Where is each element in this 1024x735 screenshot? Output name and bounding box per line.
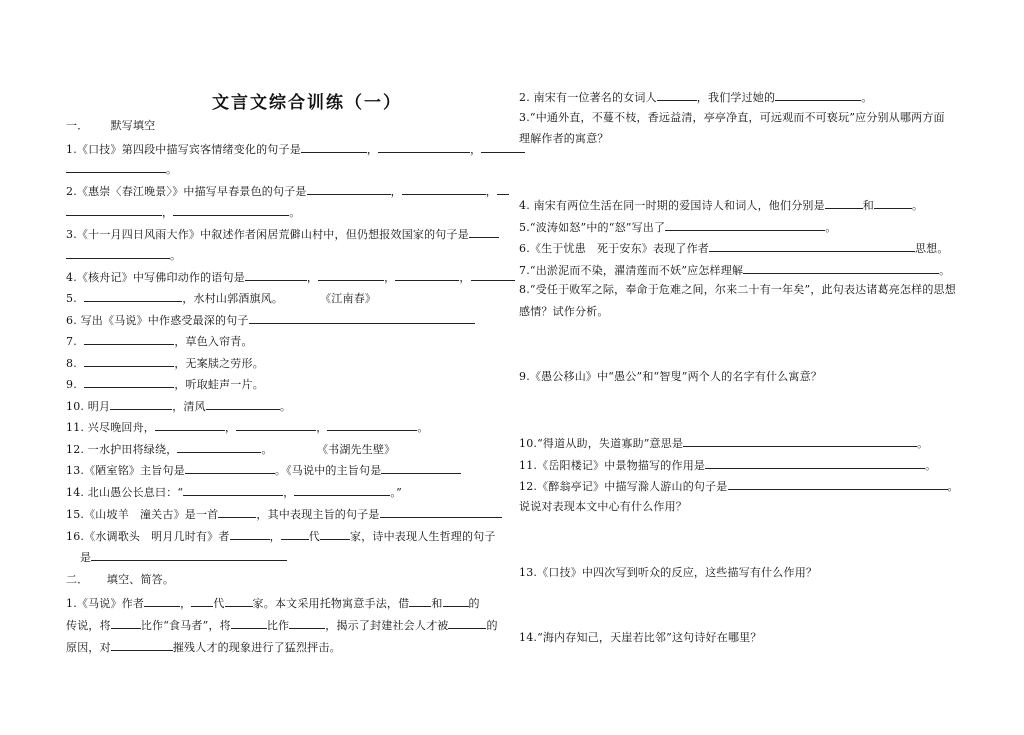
question-6 bbox=[66, 312, 475, 328]
question-5-source: 《江南春》 bbox=[320, 292, 377, 305]
right-question-9: 9.《愚公移山》中“愚公”和“智叟”两个人的名字有什么寓意？ bbox=[519, 370, 822, 383]
r12-end: 。 bbox=[947, 480, 959, 493]
answer-blank[interactable] bbox=[320, 528, 350, 540]
right-question-12 bbox=[519, 478, 959, 494]
right-question-4 bbox=[519, 197, 923, 213]
s2q1-text-d: 比作“食马者”，将 bbox=[140, 619, 231, 632]
question-14: 14. 北山愚公长息曰：“ ， 。” bbox=[66, 486, 402, 499]
question-8-number: 8. bbox=[66, 357, 77, 370]
question-3-text: 3.《十一月四日风雨大作》中叙述作者闲居荒僻山村中，但仍想报效国家的句子是 bbox=[66, 228, 469, 241]
question-15-text: 15.《山坡羊 潼关古》是一首 bbox=[66, 508, 219, 521]
r5-text: 5.“波涛如怒”中的“怒”写出了 bbox=[519, 221, 666, 234]
answer-blank[interactable] bbox=[378, 141, 470, 153]
answer-blank[interactable] bbox=[245, 269, 307, 281]
answer-blank[interactable] bbox=[395, 269, 459, 281]
answer-blank[interactable] bbox=[380, 506, 502, 518]
s2q1-sep: ， bbox=[180, 597, 192, 610]
question-11: 11. 兴尽晚回舟， ， ， 。 bbox=[66, 421, 429, 434]
answer-blank[interactable] bbox=[231, 617, 267, 629]
question-4: 4.《核舟记》中写佛印动作的语句是 ， ， ， bbox=[66, 269, 515, 285]
question-3 bbox=[66, 226, 499, 242]
answer-blank[interactable] bbox=[144, 595, 180, 607]
section-2-question-1-line-3 bbox=[66, 639, 341, 655]
answer-blank[interactable] bbox=[381, 462, 461, 474]
right-question-8-cont: 感情？试作分析。 bbox=[519, 305, 609, 318]
answer-blank[interactable] bbox=[183, 484, 283, 496]
answer-blank[interactable] bbox=[111, 617, 141, 629]
answer-blank[interactable] bbox=[225, 595, 253, 607]
question-2: 2.《惠崇〈春江晚景〉》中描写早春景色的句子是 ， ， bbox=[66, 183, 509, 199]
answer-blank[interactable] bbox=[294, 484, 390, 496]
question-16-text-b: 家，诗中表现人生哲理的句子 bbox=[350, 530, 496, 543]
question-2-cont: ， 。 bbox=[66, 204, 300, 220]
answer-blank[interactable] bbox=[709, 240, 915, 252]
answer-blank[interactable] bbox=[206, 398, 280, 410]
s2q1-of-2: 的 bbox=[486, 619, 498, 632]
s2q1-text-c: 传说，将 bbox=[66, 619, 111, 632]
answer-blank[interactable] bbox=[66, 247, 170, 259]
answer-blank[interactable] bbox=[111, 639, 173, 651]
answer-blank[interactable] bbox=[301, 141, 367, 153]
question-7-number: 7. bbox=[66, 335, 77, 348]
question-10 bbox=[66, 398, 291, 414]
s2q1-dynasty: 代 bbox=[213, 597, 225, 610]
s2q1-text-g: 原因，对 bbox=[66, 641, 111, 654]
s2q1-text-f: ，揭示了封建社会人才被 bbox=[325, 619, 449, 632]
answer-blank[interactable] bbox=[218, 506, 256, 518]
answer-blank[interactable] bbox=[281, 528, 309, 540]
r7-text: 7.“出淤泥而不染，濯清莲而不妖”应怎样理解 bbox=[519, 264, 744, 277]
answer-blank[interactable] bbox=[497, 183, 509, 195]
section-2-question-1-line-2 bbox=[66, 617, 498, 633]
answer-blank[interactable] bbox=[657, 89, 697, 101]
r2-text-b: ，我们学过她的 bbox=[696, 91, 776, 104]
r4-end: 。 bbox=[912, 199, 924, 212]
question-4-text: 4.《核舟记》中写佛印动作的语句是 bbox=[66, 271, 245, 284]
answer-blank[interactable] bbox=[66, 161, 166, 173]
s2q1-text: 1.《马说》作者 bbox=[66, 597, 145, 610]
right-question-13: 13.《口技》中四次写到听众的反应，这些描写有什么作用？ bbox=[519, 566, 818, 579]
answer-blank[interactable] bbox=[743, 262, 939, 274]
answer-blank[interactable] bbox=[289, 617, 325, 629]
question-16 bbox=[66, 528, 496, 544]
answer-blank[interactable] bbox=[471, 269, 515, 281]
answer-blank[interactable] bbox=[84, 355, 174, 367]
question-16-cont bbox=[80, 549, 287, 565]
right-question-10 bbox=[519, 435, 928, 451]
answer-blank[interactable] bbox=[874, 197, 912, 209]
r2-end: 。 bbox=[861, 91, 873, 104]
answer-blank[interactable] bbox=[155, 419, 225, 431]
r6-end: 思想。 bbox=[914, 242, 949, 255]
right-question-2 bbox=[519, 89, 872, 105]
s2q1-text-e: 比作 bbox=[266, 619, 290, 632]
question-9 bbox=[66, 376, 264, 392]
question-12-end: 。 bbox=[261, 443, 273, 456]
question-10-text-b: ，清风 bbox=[172, 400, 206, 413]
question-12-text: 12. 一水护田将绿绕， bbox=[66, 443, 178, 456]
question-1: 1.《口技》第四段中描写宾客情绪变化的句子是 ， ， bbox=[66, 141, 525, 157]
answer-blank[interactable] bbox=[327, 419, 417, 431]
answer-blank[interactable] bbox=[230, 528, 270, 540]
question-16-text-c: 是 bbox=[80, 551, 92, 564]
answer-blank[interactable] bbox=[173, 204, 289, 216]
question-7 bbox=[66, 333, 253, 349]
r4-and: 和 bbox=[862, 199, 874, 212]
question-9-number: 9. bbox=[66, 378, 77, 391]
question-9-text: ，听取蛙声一片。 bbox=[174, 378, 264, 391]
answer-blank[interactable] bbox=[443, 595, 469, 607]
question-10-text: 10. 明月 bbox=[66, 400, 111, 413]
question-2-text: 2.《惠崇〈春江晚景〉》中描写早春景色的句子是 bbox=[66, 185, 307, 198]
answer-blank[interactable] bbox=[84, 290, 182, 302]
section-1-heading: 一． 默写填空 bbox=[66, 119, 156, 132]
page-title: 文言文综合训练（一） bbox=[212, 93, 402, 113]
r12-text: 12.《醉翁亭记》中描写滁人游山的句子是 bbox=[519, 480, 728, 493]
answer-blank[interactable] bbox=[249, 312, 475, 324]
question-15 bbox=[66, 506, 502, 522]
answer-blank[interactable] bbox=[66, 204, 162, 216]
question-10-end: 。 bbox=[279, 400, 292, 413]
answer-blank[interactable] bbox=[191, 595, 213, 607]
answer-blank[interactable] bbox=[84, 333, 174, 345]
r10-text: 10.“得道从助，失道寡助”意思是 bbox=[519, 437, 684, 450]
answer-blank[interactable] bbox=[469, 226, 499, 238]
right-question-5 bbox=[519, 219, 836, 235]
question-1-text: 1.《口技》第四段中描写宾客情绪变化的句子是 bbox=[66, 143, 301, 156]
answer-blank[interactable] bbox=[91, 549, 287, 561]
r6-text: 6.《生于忧患 死于安东》表现了作者 bbox=[519, 242, 709, 255]
answer-blank[interactable] bbox=[318, 269, 384, 281]
answer-blank[interactable] bbox=[84, 376, 174, 388]
right-question-7 bbox=[519, 262, 950, 278]
r5-end: 。 bbox=[825, 221, 837, 234]
answer-blank[interactable] bbox=[110, 398, 172, 410]
question-5-number: 5. bbox=[66, 292, 77, 305]
answer-blank[interactable] bbox=[409, 595, 431, 607]
right-question-6 bbox=[519, 240, 949, 256]
s2q1-text-b: 家。本文采用托物寓意手法，借 bbox=[252, 597, 410, 610]
answer-blank[interactable] bbox=[825, 197, 863, 209]
right-question-12-cont: 说说对表现本文中心有什么作用？ bbox=[519, 500, 687, 513]
answer-blank[interactable] bbox=[665, 219, 825, 231]
question-3-cont: 。 bbox=[66, 247, 181, 263]
answer-blank[interactable] bbox=[185, 462, 275, 474]
question-14-text: 14. 北山愚公长息曰：“ bbox=[66, 486, 184, 499]
question-16-text: 16.《水调歌头 明月几时有》者 bbox=[66, 530, 230, 543]
r7-end: 。 bbox=[939, 264, 951, 277]
section-2-question-1 bbox=[66, 595, 480, 611]
question-6-text: 6. 写出《马说》中作惑受最深的句子 bbox=[66, 314, 249, 327]
question-8 bbox=[66, 355, 264, 371]
s2q1-of: 的 bbox=[468, 597, 480, 610]
r4-text: 4. 南宋有两位生活在同一时期的爱国诗人和词人，他们分别是 bbox=[519, 199, 825, 212]
question-15-text-b: ，其中表现主旨的句子是 bbox=[256, 508, 380, 521]
answer-blank[interactable] bbox=[775, 89, 861, 101]
right-question-14: 14.“海内存知己，天崖若比邻”这句诗好在哪里？ bbox=[519, 631, 762, 644]
question-16-dynasty: 代 bbox=[308, 530, 320, 543]
answer-blank[interactable] bbox=[683, 435, 917, 447]
right-question-11 bbox=[519, 457, 936, 473]
r10-end: 。 bbox=[917, 437, 929, 450]
right-question-3-cont: 理解作者的寓意？ bbox=[519, 132, 609, 145]
answer-blank[interactable] bbox=[177, 441, 261, 453]
section-2-heading: 二． 填空、简答。 bbox=[66, 573, 175, 586]
question-13-text-b: 。《马说中的主旨句是 bbox=[274, 464, 382, 477]
answer-blank[interactable] bbox=[448, 617, 486, 629]
r11-text: 11.《岳阳楼记》中景物描写的作用是 bbox=[519, 459, 706, 472]
answer-blank[interactable] bbox=[236, 419, 316, 431]
question-12 bbox=[66, 441, 395, 457]
question-14-end: 。” bbox=[390, 486, 402, 499]
question-11-text: 11. 兴尽晚回舟， bbox=[66, 421, 155, 434]
r11-end: 。 bbox=[925, 459, 937, 472]
question-13-text: 13.《陋室铭》主旨句是 bbox=[66, 464, 185, 477]
question-1-cont: 。 bbox=[66, 161, 177, 177]
s2q1-text-h: 摧残人才的现象进行了猛烈抨击。 bbox=[172, 641, 341, 654]
question-7-text: ，草色入帘青。 bbox=[174, 335, 253, 348]
right-question-8: 8.“受任于败军之际，奉命于危难之间，尔来二十有一年矣”，此句表达诸葛亮怎样的思想 bbox=[519, 283, 956, 296]
question-16-sep: ， bbox=[269, 530, 281, 543]
r2-text: 2. 南宋有一位著名的女词人 bbox=[519, 91, 657, 104]
question-5 bbox=[66, 290, 376, 306]
right-question-3: 3.“中通外直，不蔓不枝，香远益清，亭亭净直，可远观而不可亵玩”应分别从哪两方面 bbox=[519, 111, 945, 124]
question-13 bbox=[66, 462, 461, 478]
answer-blank[interactable] bbox=[307, 183, 391, 195]
question-5-text: ，水村山郭酒旗风。 bbox=[182, 292, 284, 305]
answer-blank[interactable] bbox=[402, 183, 486, 195]
answer-blank[interactable] bbox=[705, 457, 925, 469]
question-12-source: 《书湖先生壁》 bbox=[316, 443, 396, 456]
answer-blank[interactable] bbox=[728, 478, 948, 490]
s2q1-and: 和 bbox=[431, 597, 443, 610]
question-8-text: ，无案牍之劳形。 bbox=[174, 357, 264, 370]
